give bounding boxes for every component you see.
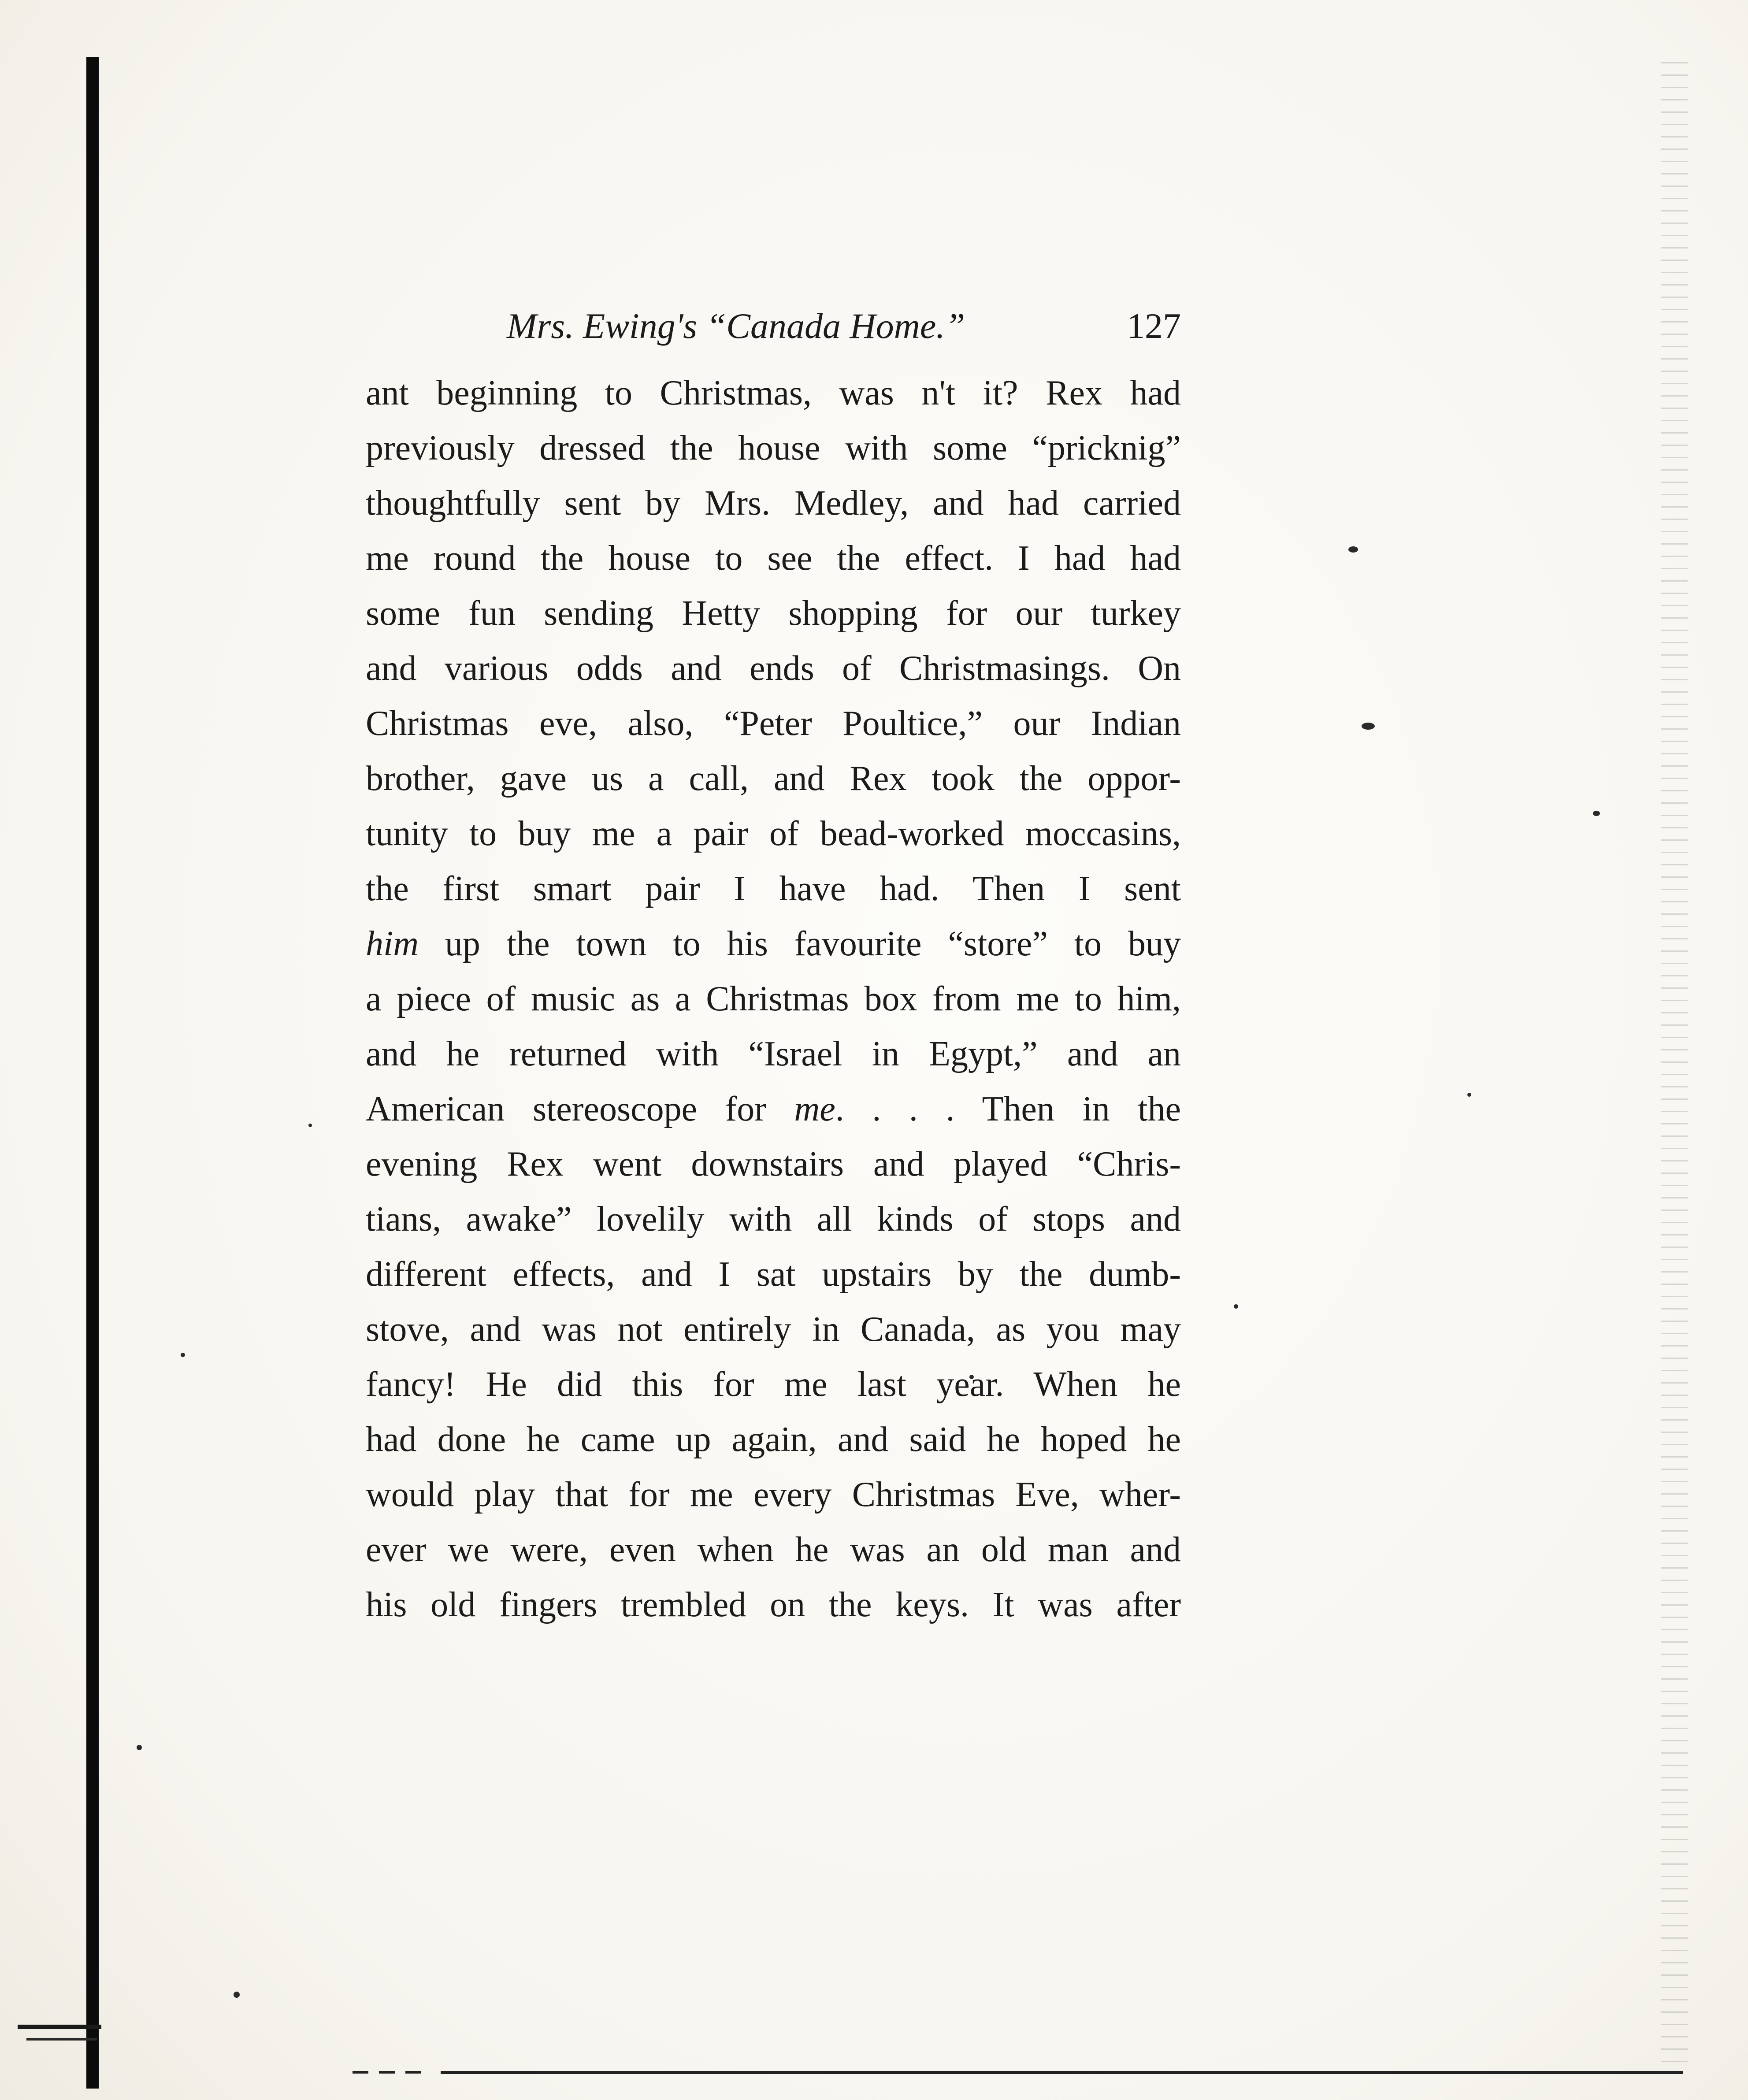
text-fragment: . . . . Then in the [835, 1090, 1181, 1128]
text-line: would play that for me every Christmas Eve, wher- [366, 1475, 1181, 1514]
text-line: evening Rex went downstairs and played “Chris- [366, 1145, 1181, 1184]
speck [1362, 723, 1375, 730]
emphasis-word: him [366, 924, 419, 963]
speck [308, 1124, 312, 1127]
text-line: and various odds and ends of Christmasings. On [366, 649, 1181, 688]
binding-stub [18, 2025, 101, 2029]
text-line: tians, awake” lovelily with all kinds of stops and [366, 1200, 1181, 1239]
speck [181, 1353, 185, 1357]
speck [1348, 546, 1358, 553]
text-line: Christmas eve, also, “Peter Poultice,” our Indian [366, 704, 1181, 743]
text-line [366, 916, 1181, 972]
running-head [366, 300, 1181, 352]
text-line: previously dressed the house with some “pricknig” [366, 429, 1181, 467]
speck [1467, 1093, 1471, 1097]
text-line: stove, and was not entirely in Canada, as you may [366, 1310, 1181, 1349]
text-line: some fun sending Hetty shopping for our turkey [366, 594, 1181, 633]
page-right-edge [1661, 53, 1688, 2062]
text-line: tunity to buy me a pair of bead-worked moccasins, [366, 814, 1181, 853]
binding-stub [26, 2038, 97, 2041]
body-text [366, 366, 1181, 1633]
text-line: me round the house to see the effect. I had had [366, 539, 1181, 578]
emphasis-word: me [794, 1090, 835, 1128]
text-line: his old fingers trembled on the keys. It was after [366, 1585, 1181, 1624]
text-fragment: American stereoscope for [366, 1090, 794, 1128]
bottom-edge-dash [353, 2071, 423, 2074]
text-line: different effects, and I sat upstairs by the dumb- [366, 1255, 1181, 1294]
text-line: ever we were, even when he was an old man and [366, 1530, 1181, 1569]
text-line: the first smart pair I have had. Then I sent [366, 869, 1181, 908]
page-number: 127 [1127, 306, 1181, 346]
text-line [366, 1082, 1181, 1137]
text-fragment: up the town to his favourite “store” to buy [419, 924, 1181, 963]
text-line: ant beginning to Christmas, was n't it? Rex had [366, 374, 1181, 412]
speck [137, 1745, 142, 1750]
speck [1593, 811, 1600, 816]
text-line: brother, gave us a call, and Rex took the oppor- [366, 759, 1181, 798]
text-line: and he returned with “Israel in Egypt,” and an [366, 1035, 1181, 1073]
text-line: had done he came up again, and said he hoped he [366, 1420, 1181, 1459]
binding-shadow [86, 57, 99, 2089]
speck [1234, 1304, 1238, 1309]
text-line: fancy! He did this for me last year. When he [366, 1365, 1181, 1404]
running-title: Mrs. Ewing's “Canada Home.” [507, 306, 965, 346]
page-bottom-edge [441, 2071, 1683, 2074]
text-line: thoughtfully sent by Mrs. Medley, and had carried [366, 484, 1181, 523]
text-line: a piece of music as a Christmas box from me to him, [366, 980, 1181, 1018]
speck [234, 1992, 240, 1998]
